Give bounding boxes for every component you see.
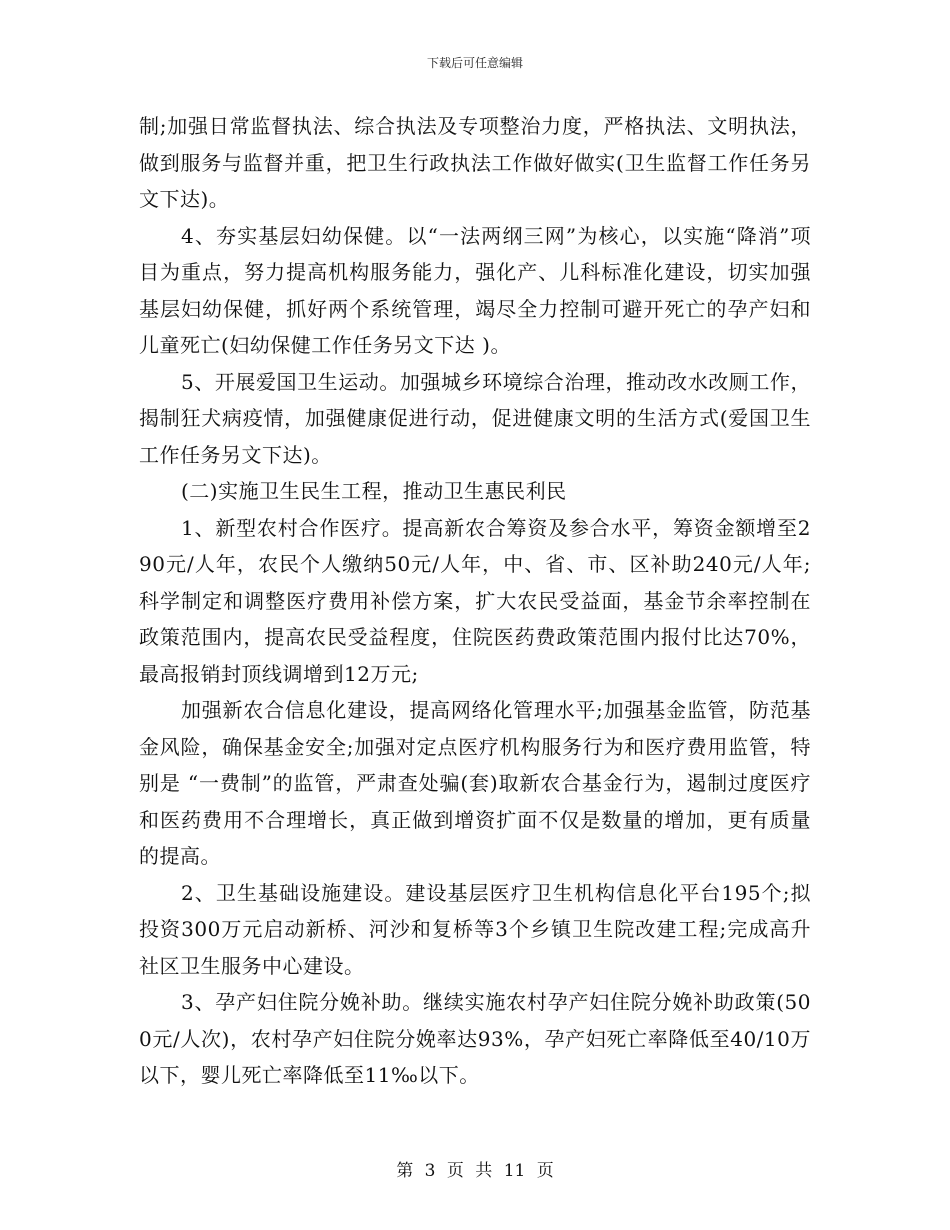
paragraph-patriotic-health: 5、开展爱国卫生运动。加强城乡环境综合治理，推动改水改厕工作，揭制狂犬病疫情，加强健康促进行动，促进健康文明的生活方式(爱国卫生工作任务另文下达)。: [139, 369, 811, 467]
document-body: [139, 108, 811, 1094]
paragraph-informatization: 加强新农合信息化建设，提高网络化管理水平;加强基金监管，防范基金风险，确保基金安全;加强对定点医疗机构服务行为和医疗费用监管，特别是 “一费制”的监管，严肃查处骗(套)取新农合基金行为，遏制过度医疗和医药费用不合理增长，真正做到增资扩面不仅是数量的增加，更有质量的提高。: [139, 698, 811, 868]
section-heading: (二)实施卫生民生工程，推动卫生惠民利民: [181, 479, 567, 503]
paragraph-enforcement: 制;加强日常监督执法、综合执法及专项整治力度，严格执法、文明执法，做到服务与监督并重，把卫生行政执法工作做好做实(卫生监督工作任务另文下达)。: [139, 114, 811, 211]
paragraph-delivery-subsidy: 3、孕产妇住院分娩补助。继续实施农村孕产妇住院分娩补助政策(500元/人次)，农村孕产妇住院分娩率达93%，孕产妇死亡率降低至40/10万以下，婴儿死亡率降低至11‰以下。: [139, 990, 811, 1087]
paragraph-infrastructure: 2、卫生基础设施建设。建设基层医疗卫生机构信息化平台195个;拟投资300万元启动新桥、河沙和复桥等3个乡镇卫生院改建工程;完成高升社区卫生服务中心建设。: [139, 880, 811, 978]
paragraph-maternal-child-health: 4、夯实基层妇幼保健。以“一法两纲三网”为核心，以实施“降消”项目为重点，努力提高机构服务能力，强化产、儿科标准化建设，切实加强基层妇幼保健，抓好两个系统管理，竭尽全力控制可避开死亡的孕产妇和儿童死亡(妇幼保健工作任务另文下达 )。: [139, 223, 811, 357]
page-header: 下载后可任意编辑: [426, 56, 523, 70]
page-footer: 第 3 页 共 11 页: [396, 1161, 554, 1181]
paragraph-rural-cooperative-medical: 1、新型农村合作医疗。提高新农合筹资及参合水平，筹资金额增至290元/人年，农民个人缴纳50元/人年，中、省、市、区补助240元/人年;科学制定和调整医疗费用补偿方案，扩大农民受益面，基金节余率控制在政策范围内，提高农民受益程度，住院医药费政策范围内报付比达70%，最高报销封顶线调增到12万元;: [139, 515, 811, 686]
